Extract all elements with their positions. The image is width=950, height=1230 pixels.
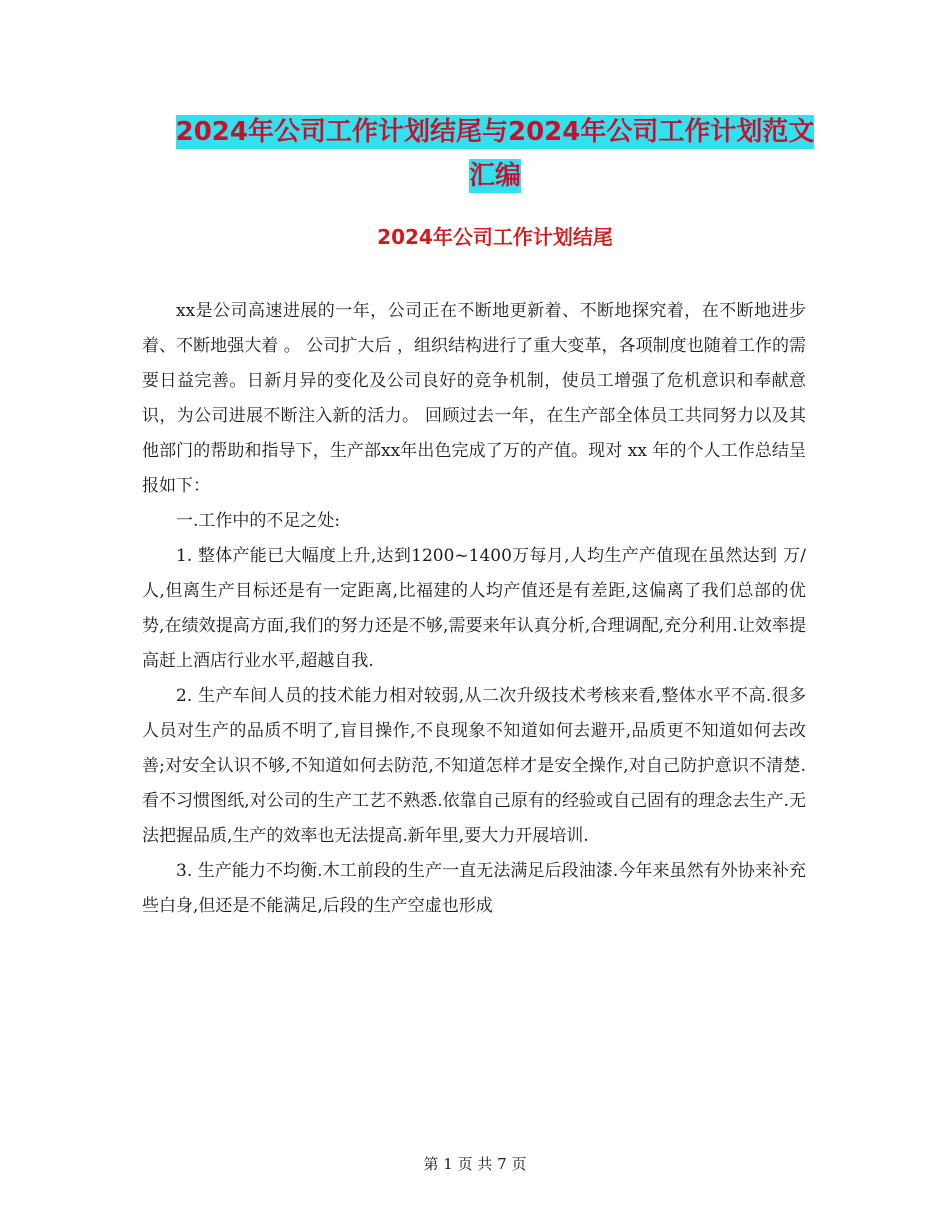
document-body xyxy=(142,294,806,924)
document-title xyxy=(140,110,850,198)
paragraph-item-1: 1. 整体产能已大幅度上升,达到1200~1400万每月,人均生产产值现在虽然达到 万/人,但离生产目标还是有一定距离,比福建的人均产值还是有差距,这偏离了我们总部的优势,在绩效提高方面,我们的努力还是不够,需要来年认真分析,合理调配,充分利用.让效率提高赶上酒店行业水平,超越自我. xyxy=(142,546,806,671)
paragraph-intro: xx是公司高速进展的一年，公司正在不断地更新着、不断地探究着，在不断地进步着、不断地强大着 。 公司扩大后 ，组织结构进行了重大变革，各项制度也随着工作的需要日益完善。日新月异的变化及公司良好的竞争机制，使员工增强了危机意识和奉献意识，为公司进展不断注入新的活力。 回顾过去一年，在生产部全体员工共同努力以及其他部门的帮助和指导下，生产部xx年出色完成了万的产值。现对 xx 年的个人工作总结呈报如下： xyxy=(142,301,806,496)
paragraph-heading-shortcomings: 一.工作中的不足之处: xyxy=(176,511,341,531)
paragraph-item-3: 3. 生产能力不均衡.木工前段的生产一直无法满足后段油漆.今年来虽然有外协来补充些白身,但还是不能满足,后段的生产空虚也形成 xyxy=(142,861,806,916)
page-number-footer: 第 1 页 共 7 页 xyxy=(423,1155,527,1173)
paragraph-item-2: 2. 生产车间人员的技术能力相对较弱,从二次升级技术考核来看,整体水平不高.很多人员对生产的品质不明了,盲目操作,不良现象不知道如何去避开,品质更不知道如何去改善;对安全认识不够,不知道如何去防范,不知道怎样才是安全操作,对自己防护意识不清楚.看不习惯图纸,对公司的生产工艺不熟悉.依靠自己原有的经验或自己固有的理念去生产.无法把握品质,生产的效率也无法提高.新年里,要大力开展培训. xyxy=(142,686,806,846)
document-title-line1: 2024年公司工作计划结尾与2024年公司工作计划范文 xyxy=(175,117,815,147)
section-title: 2024年公司工作计划结尾 xyxy=(377,225,613,249)
document-title-line2: 汇编 xyxy=(468,161,521,191)
